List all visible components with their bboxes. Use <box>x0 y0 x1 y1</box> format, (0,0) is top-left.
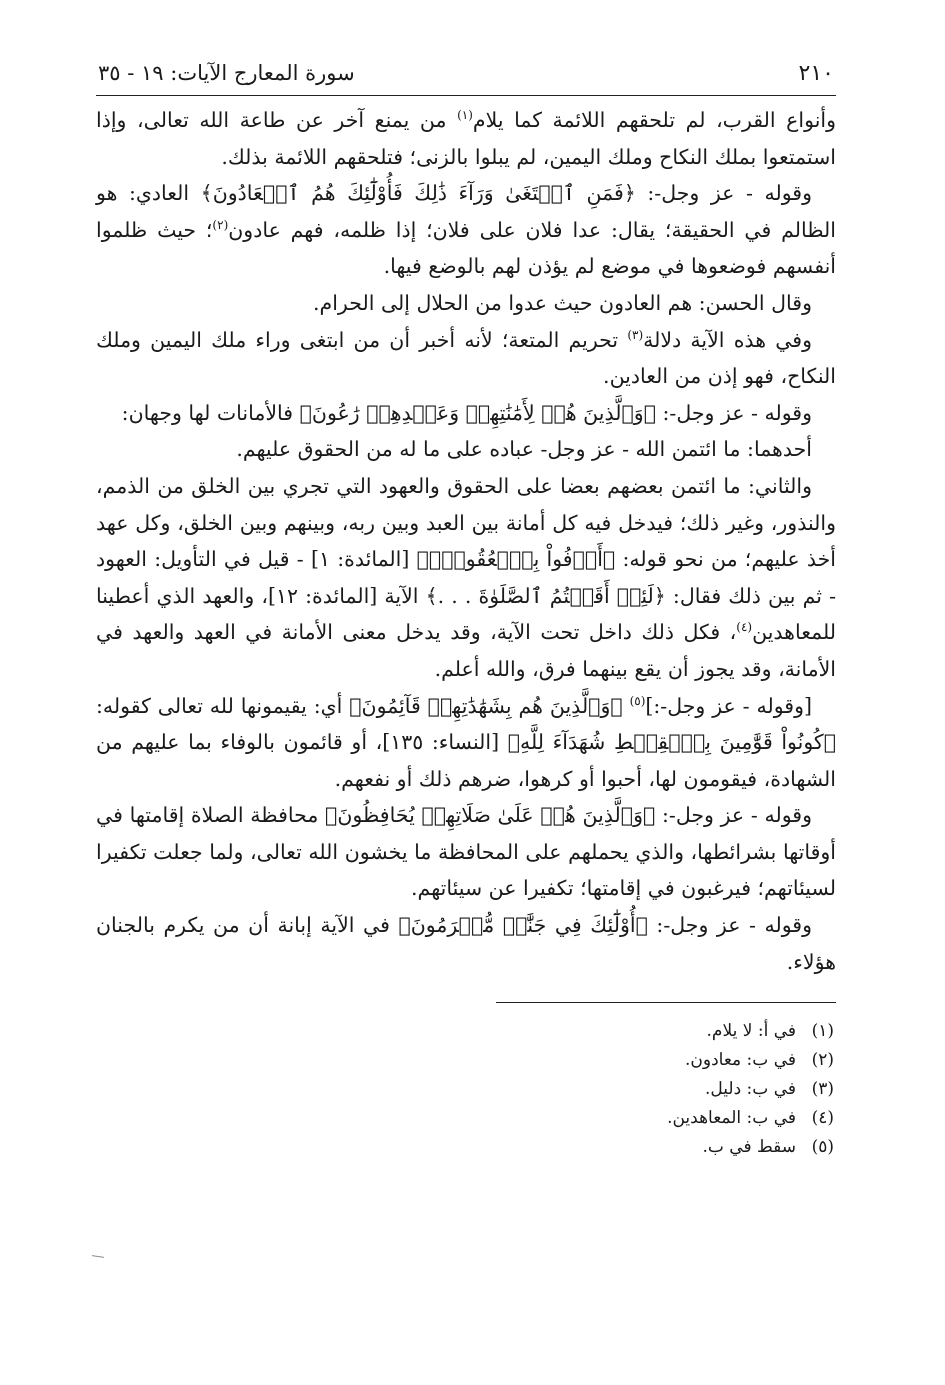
footnote-item: (٣) في ب: دليل. <box>705 1079 834 1100</box>
paragraph: وقال الحسن: هم العادون حيث عدوا من الحلال إلى الحرام. <box>313 290 812 315</box>
footnote-item: (٥) سقط في ب. <box>702 1137 834 1158</box>
page-number: ٢١٠ <box>798 61 834 86</box>
footnote-marker: (١) <box>457 108 473 123</box>
paragraph: [وقوله - عز وجل-:]$^{(٥)}$ ﴿وَٱلَّذِينَ هُم بِشَهَٰدَٰتِهِمۡ قَآئِمُونَ﴾ أي: يقيمونها لله تعالى كقوله: ﴿كُونُواْ قَوَّٰمِينَ بِٱلۡقِسۡطِ شُهَدَآءَ لِلَّهِ﴾ [النساء: ١٣٥]، أو قائمون بالوفاء بما عليهم من الشهادة، فيقومون لها، أحبوا أو كرهوا، ضرهم ذلك أو نفعهم. <box>96 693 836 791</box>
footnote-marker: (٥) <box>629 693 646 708</box>
running-title: سورة المعارج الآيات: ١٩ - ٣٥ <box>98 61 355 85</box>
paragraph: وفي هذه الآية دلالة$^{(٣)}$ تحريم المتعة؛ لأنه أخبر أن من ابتغى وراء ملك اليمين وملك النكاح، فهو إذن من العادين. <box>96 327 836 389</box>
footnotes <box>96 1017 836 1162</box>
book-page <box>96 58 836 1162</box>
footnote-item: (١) في أ: لا يلام. <box>706 1021 834 1042</box>
paragraph: وقوله - عز وجل-: ﴿وَٱلَّذِينَ هُمۡ لِأَمَٰنَٰتِهِمۡ وَعَهۡدِهِمۡ رَٰعُونَ﴾ فالأمانات لها وجهان: <box>121 400 812 425</box>
paragraph: وقوله - عز وجل-: ﴿أُوْلَٰٓئِكَ فِي جَنَّٰتٖ مُّكۡرَمُونَ﴾ في الآية إبانة أن من يكرم بالجنان هؤلاء. <box>96 913 836 974</box>
footnote-rule <box>496 1002 836 1003</box>
running-header <box>96 58 836 93</box>
footnote-marker: (٣) <box>627 327 644 342</box>
paragraph: وقوله - عز وجل-: ﴿وَٱلَّذِينَ هُمۡ عَلَىٰ صَلَاتِهِمۡ يُحَافِظُونَ﴾ محافظة الصلاة إقامتها في أوقاتها بشرائطها، والذي يحملهم على المحافظة ما يخشون الله تعالى، ولما جعلت تكفيرا لسيئاتهم؛ فيرغبون في إقامتها؛ تكفيرا عن سيئاتهم. <box>96 803 836 901</box>
paragraph: وقوله - عز وجل-: ﴿فَمَنِ ٱبۡتَغَىٰ وَرَآءَ ذَٰلِكَ فَأُوْلَٰٓئِكَ هُمُ ٱلۡعَادُونَ﴾ العادي: هو الظالم في الحقيقة؛ يقال: عدا فلان على فلان؛ إذا ظلمه، فهم عادون$^{(٢)}$؛ حيث ظلموا أنفسهم فوضعوها في موضع لم يؤذن لهم بالوضع فيها. <box>96 181 836 279</box>
footnote-marker: (٢) <box>212 217 229 232</box>
header-rule <box>96 95 836 96</box>
paragraph: والثاني: ما ائتمن بعضهم بعضا على الحقوق والعهود التي تجري بين الخلق من الذمم، والنذور، وغير ذلك؛ فيدخل فيه كل أمانة بين العبد وبين ربه، وبينهم وبين الخلق، وكل عهد أخذ عليهم؛ من نحو قوله: ﴿أَوۡفُواْ بِٱلۡعُقُودِۚ﴾ [المائدة: ١] - قيل في التأويل: العهود - ثم بين ذلك فقال: ﴿لَئِنۡ أَقَمۡتُمُ ٱلصَّلَوٰةَ . . .﴾ الآية [المائدة: ١٢]، والعهد الذي أعطينا للمعاهدين$^{(٤)}$، فكل ذلك داخل تحت الآية، وقد يدخل معنى الأمانة في العهد والعهد في الأمانة، وقد يجوز أن يقع بينهما فرق، والله أعلم. <box>96 473 837 681</box>
paragraph: أحدهما: ما ائتمن الله - عز وجل- عباده على ما له من الحقوق عليهم. <box>236 437 812 462</box>
footnote-item: (٢) في ب: معادون. <box>685 1050 834 1071</box>
footnote-marker: (٤) <box>736 620 753 635</box>
main-text <box>96 102 836 980</box>
paragraph: وأنواع القرب، لم تلحقهم اللائمة كما يلام$^{(١)}$ من يمنع آخر عن طاعة الله تعالى، وإذا استمتعوا بملك النكاح وملك اليمين، لم يبلوا بالزنى؛ فتلحقهم اللائمة بذلك. <box>96 108 836 169</box>
footnote-item: (٤) في ب: المعاهدين. <box>667 1108 834 1129</box>
scan-mark <box>92 1255 104 1258</box>
